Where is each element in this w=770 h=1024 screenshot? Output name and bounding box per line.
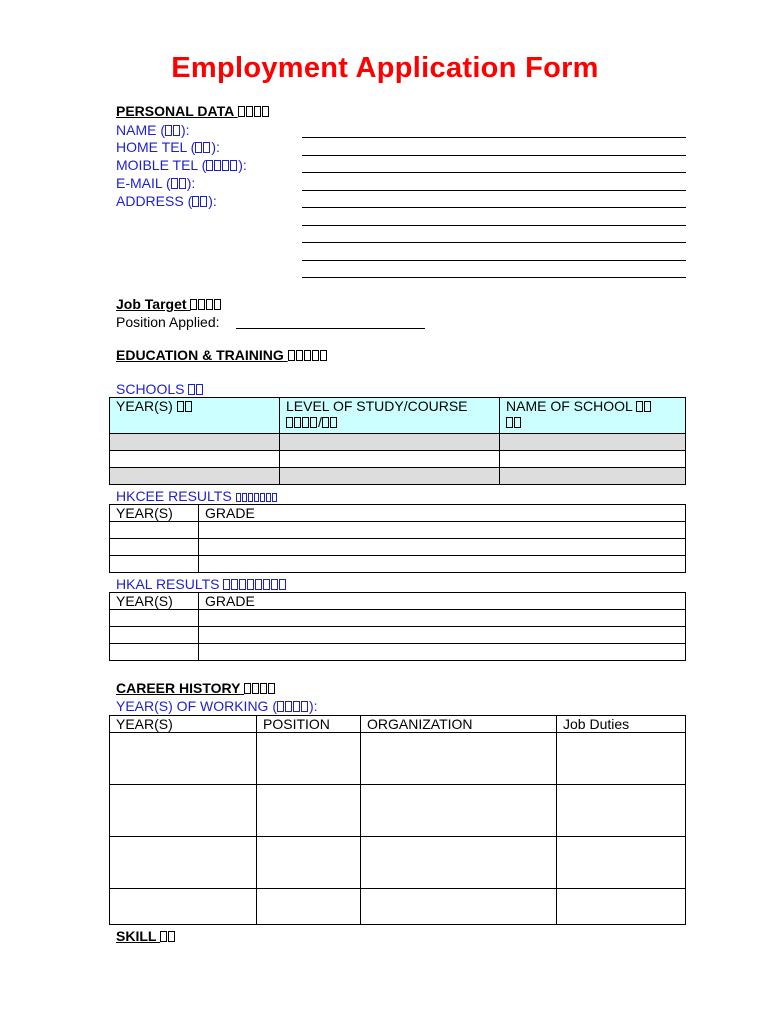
table-row[interactable] [110,468,686,485]
table-row[interactable] [110,889,686,925]
hkcee-label: HKCEE RESULTS [116,487,278,505]
hkcee-year-header: YEAR(S) [110,505,199,522]
name-label: NAME ( ): [116,122,190,138]
schools-table [109,397,686,485]
schools-label: SCHOOLS [116,380,204,398]
hkcee-table [109,504,686,573]
table-row[interactable] [110,733,686,785]
schools-level-header: LEVEL OF STUDY/COURSE / [280,398,500,434]
email-field[interactable] [302,190,686,191]
table-row[interactable] [110,837,686,889]
hkal-year-header: YEAR(S) [110,593,199,610]
table-row[interactable] [110,610,686,627]
home-tel-field[interactable] [302,155,686,156]
job-target-heading: Job Target [116,296,222,312]
table-row[interactable] [110,644,686,661]
personal-data-heading: PERSONAL DATA [116,103,270,119]
table-row[interactable] [110,627,686,644]
address-field-line-3[interactable] [302,242,686,243]
page-title: Employment Application Form [171,52,599,84]
name-field[interactable] [302,137,686,138]
hkcee-grade-header: GRADE [199,505,686,522]
hkcee-header-row [110,505,686,522]
mobile-tel-field[interactable] [302,172,686,173]
hkal-label: HKAL RESULTS [116,575,287,593]
career-organization-header: ORGANIZATION [361,716,557,733]
home-tel-label: HOME TEL ( ): [116,139,220,155]
career-duties-header: Job Duties [557,716,686,733]
years-working-label: YEAR(S) OF WORKING ( ): [116,698,318,714]
email-label: E-MAIL ( ): [116,175,196,191]
address-field-line-2[interactable] [302,225,686,226]
position-applied-label: Position Applied: [116,314,220,330]
schools-year-header: YEAR(S) [110,398,280,434]
mobile-tel-label: MOIBLE TEL ( ): [116,157,247,173]
address-field-line-5[interactable] [302,277,686,278]
schools-name-header: NAME OF SCHOOL [500,398,686,434]
address-field-line-1[interactable] [302,207,686,208]
hkal-header-row [110,593,686,610]
hkal-grade-header: GRADE [199,593,686,610]
table-row[interactable] [110,451,686,468]
hkal-table [109,592,686,661]
career-position-header: POSITION [257,716,361,733]
table-row[interactable] [110,785,686,837]
table-row[interactable] [110,434,686,451]
address-label: ADDRESS ( ): [116,193,217,209]
career-years-header: YEAR(S) [110,716,257,733]
table-row[interactable] [110,539,686,556]
career-table [109,715,686,925]
position-applied-field[interactable] [236,328,425,329]
table-row[interactable] [110,556,686,573]
table-row[interactable] [110,522,686,539]
career-header-row [110,716,686,733]
education-heading: EDUCATION & TRAINING [116,347,328,363]
address-field-line-4[interactable] [302,260,686,261]
schools-header-row [110,398,686,434]
skill-heading: SKILL [116,928,176,944]
career-history-heading: CAREER HISTORY [116,680,276,696]
